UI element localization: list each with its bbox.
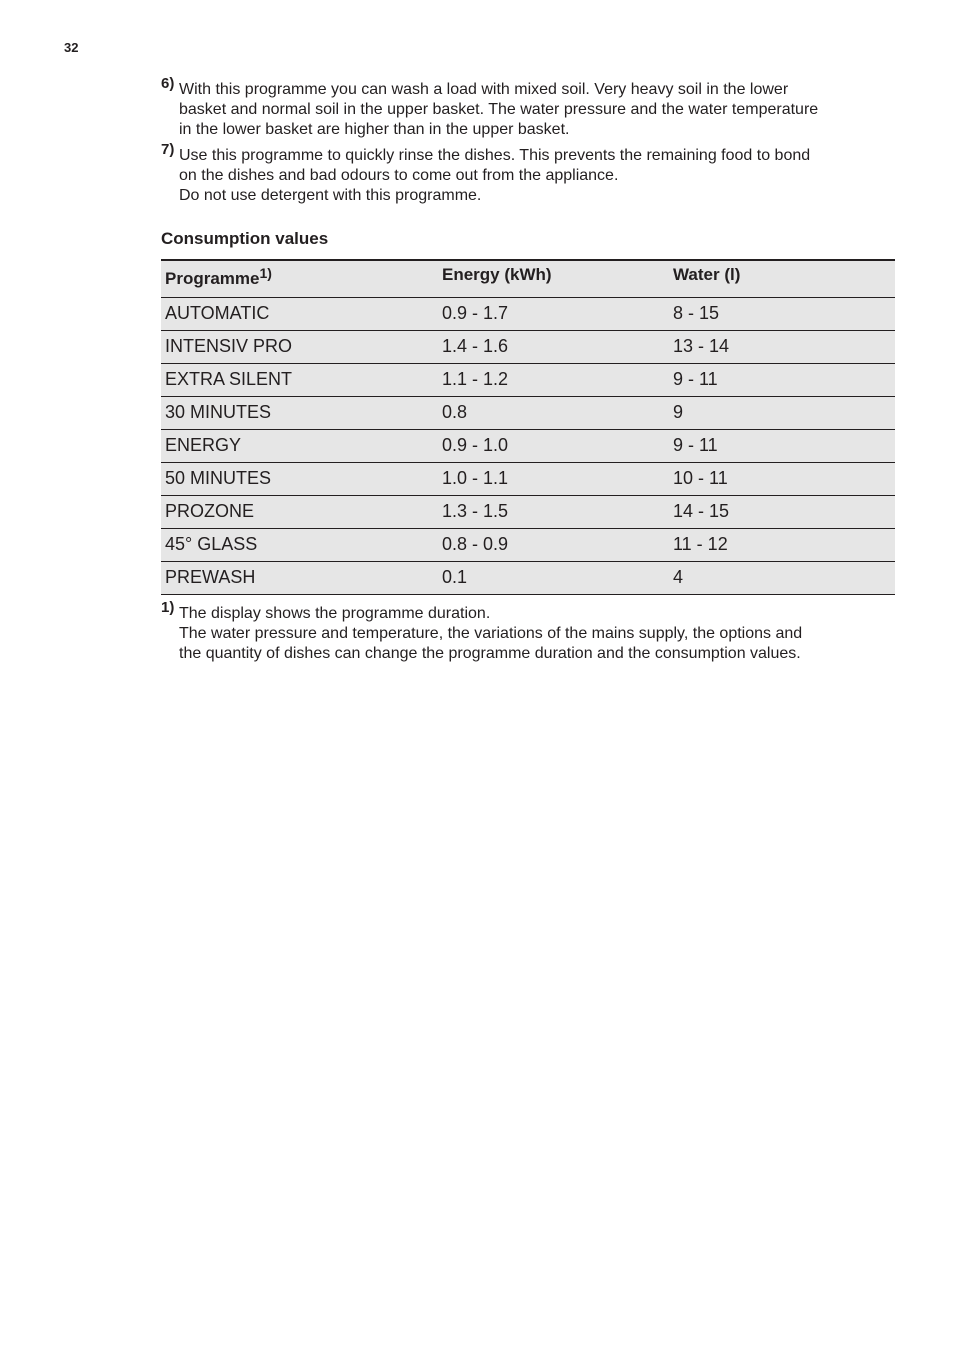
footnote-marker: 7) <box>161 141 175 158</box>
footnote-line: the quantity of dishes can change the programme duration and the consumption values. <box>179 645 801 662</box>
footnote-line: The water pressure and temperature, the variations of the mains supply, the options and <box>179 625 803 642</box>
footnote-line: basket and normal soil in the upper basket. The water pressure and the water temperature <box>179 101 819 118</box>
cell-energy: 0.9 - 1.7 <box>438 297 669 330</box>
cell-water: 13 - 14 <box>669 330 895 363</box>
table-row <box>161 396 895 429</box>
header-energy: Energy (kWh) <box>438 260 669 297</box>
table-row <box>161 330 895 363</box>
cell-energy: 0.1 <box>438 561 669 594</box>
footnotes-section <box>161 75 896 212</box>
footnote-line: in the lower basket are higher than in the upper basket. <box>179 121 570 138</box>
cell-programme: PROZONE <box>161 495 438 528</box>
cell-energy: 0.9 - 1.0 <box>438 429 669 462</box>
cell-programme: 45° GLASS <box>161 528 438 561</box>
cell-energy: 1.3 - 1.5 <box>438 495 669 528</box>
table-row <box>161 363 895 396</box>
table-row <box>161 495 895 528</box>
cell-energy: 0.8 <box>438 396 669 429</box>
footnote-line: Use this programme to quickly rinse the dishes. This prevents the remaining food to bond <box>179 147 811 164</box>
table-row <box>161 528 895 561</box>
cell-water: 11 - 12 <box>669 528 895 561</box>
cell-programme: EXTRA SILENT <box>161 363 438 396</box>
cell-water: 9 <box>669 396 895 429</box>
footnote-marker: 1) <box>161 599 175 616</box>
cell-water: 8 - 15 <box>669 297 895 330</box>
header-programme <box>161 260 438 297</box>
cell-water: 9 - 11 <box>669 429 895 462</box>
cell-programme: PREWASH <box>161 561 438 594</box>
cell-energy: 0.8 - 0.9 <box>438 528 669 561</box>
footnote-marker: 6) <box>161 75 175 92</box>
cell-programme: ENERGY <box>161 429 438 462</box>
cell-energy: 1.0 - 1.1 <box>438 462 669 495</box>
cell-water: 9 - 11 <box>669 363 895 396</box>
footnote-6 <box>161 75 896 140</box>
footnote-line: Do not use detergent with this programme. <box>179 187 482 204</box>
header-water: Water (l) <box>669 260 895 297</box>
cell-programme: INTENSIV PRO <box>161 330 438 363</box>
page-number: 32 <box>64 40 79 55</box>
cell-programme: 30 MINUTES <box>161 396 438 429</box>
consumption-table <box>161 259 895 595</box>
cell-water: 10 - 11 <box>669 462 895 495</box>
cell-programme: AUTOMATIC <box>161 297 438 330</box>
footnote-line: on the dishes and bad odours to come out from the appliance. <box>179 167 619 184</box>
table-footnote-section <box>161 599 896 670</box>
footnote-7 <box>161 141 896 206</box>
header-programme-label: Programme <box>165 269 260 288</box>
cell-water: 14 - 15 <box>669 495 895 528</box>
table-footnote-1 <box>161 599 896 664</box>
table-row <box>161 297 895 330</box>
cell-water: 4 <box>669 561 895 594</box>
cell-programme: 50 MINUTES <box>161 462 438 495</box>
cell-energy: 1.1 - 1.2 <box>438 363 669 396</box>
table-row <box>161 429 895 462</box>
table-header-row <box>161 260 895 297</box>
header-programme-ref: 1) <box>259 265 272 281</box>
table-row <box>161 561 895 594</box>
footnote-line: The display shows the programme duration. <box>179 605 491 622</box>
footnote-line: With this programme you can wash a load with mixed soil. Very heavy soil in the lower <box>179 81 789 98</box>
cell-energy: 1.4 - 1.6 <box>438 330 669 363</box>
table-row <box>161 462 895 495</box>
section-title: Consumption values <box>161 229 329 248</box>
